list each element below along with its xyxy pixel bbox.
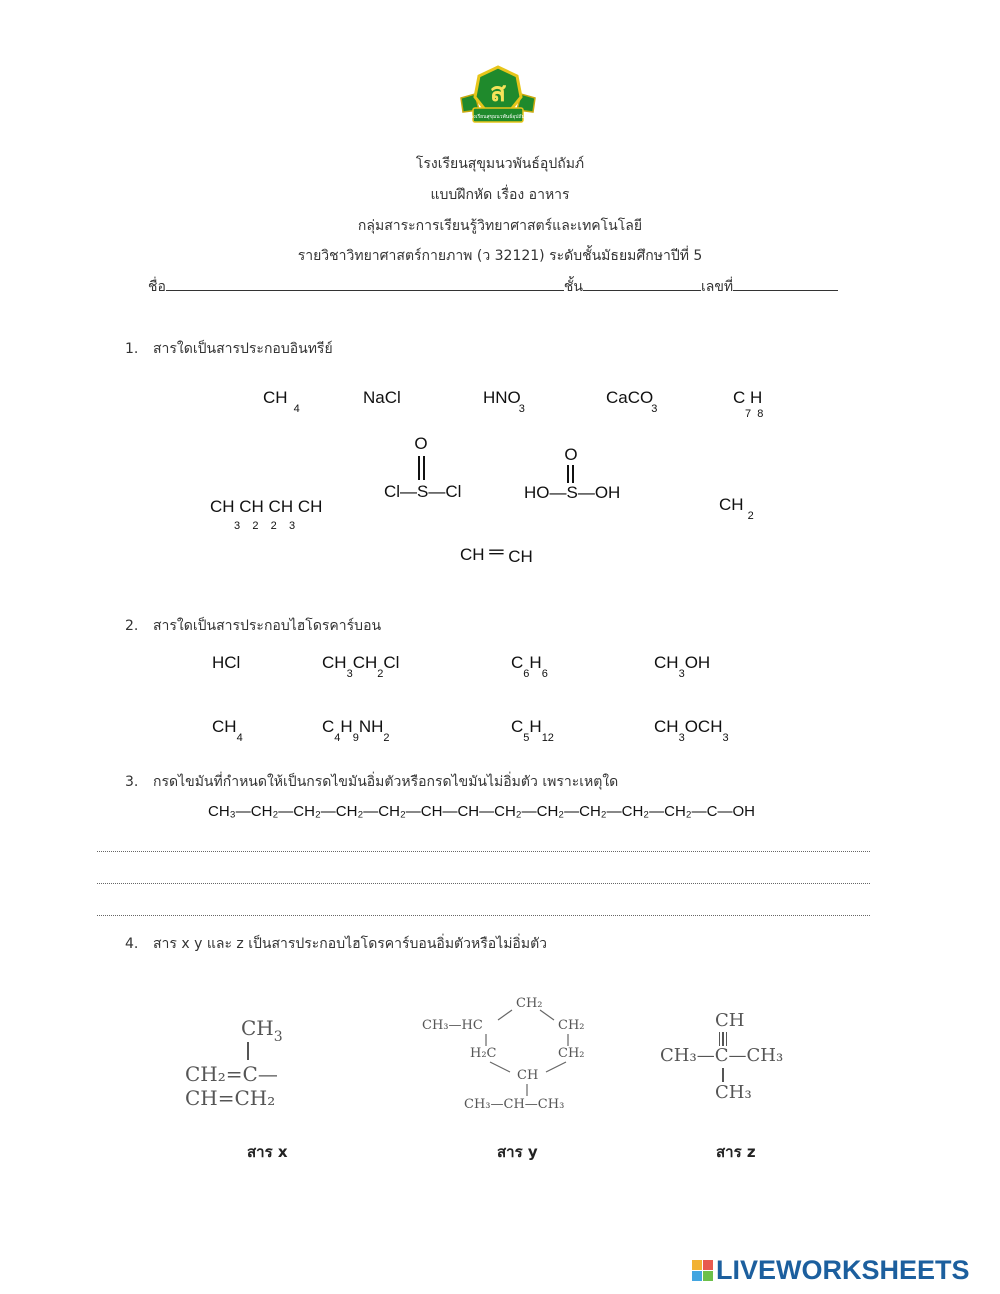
formula-ch4-b[interactable]: $CH_4$ [212, 717, 243, 744]
label-z: สาร z [716, 1143, 756, 1161]
formula-ch3oh[interactable]: $CH_3OH$ [654, 653, 711, 680]
bond: — [442, 803, 458, 820]
number-field[interactable] [733, 290, 838, 291]
formula-so2cl2[interactable]: O Cl—S—Cl [384, 434, 462, 501]
question-1 [125, 338, 333, 360]
formula-butane[interactable]: CH CH CH CH 3 2 2 3 [210, 497, 323, 532]
bond: — [717, 803, 733, 820]
structure-y: CH₂ CH₃—HC CH₂ H₂C CH₂ CH CH₃—CH—CH₃ [422, 996, 585, 1112]
formula-ch4[interactable]: $CH_4$ [263, 388, 300, 415]
bond: — [564, 803, 580, 820]
school-logo [455, 64, 541, 130]
bond: — [235, 803, 251, 820]
structure-z: CH CH₃—C—CH₃ CH₃ [660, 1010, 784, 1103]
formula-caco3[interactable]: CaCO$_3$ [606, 388, 658, 415]
bond: — [278, 803, 294, 820]
chain-group: CH₂ [378, 803, 406, 820]
question-text: สารใดเป็นสารประกอบไฮโดรคาร์บอน [153, 618, 382, 634]
formula-c4h9nh2[interactable]: $C_4H_9NH_2$ [322, 717, 390, 744]
chain-group: CH [420, 803, 443, 820]
question-4 [125, 933, 547, 955]
question-number: 3. [125, 774, 139, 790]
question-text: สารใดเป็นสารประกอบอินทรีย์ [153, 341, 333, 357]
structure-x: $CH_3$ CH₂=C—CH=CH₂ [185, 1016, 283, 1110]
question-number: 1. [125, 341, 139, 357]
bond: — [606, 803, 622, 820]
course-info: รายวิชาวิทยาศาสตร์กายภาพ (ว 32121) ระดับชั้นมัธยมศึกษาปีที่ 5 [297, 248, 703, 264]
class-label: ชั้น [563, 279, 583, 295]
answer-line-3[interactable] [97, 915, 870, 916]
worksheet-title: แบบฝึกหัด เรื่อง อาหาร [430, 187, 570, 203]
chain-group: CH₂ [250, 803, 279, 820]
question-number: 2. [125, 618, 139, 634]
chain-group: CH₂ [335, 803, 364, 820]
label-x: สาร x [247, 1143, 288, 1161]
chain-group: CH₂ [494, 803, 522, 820]
bond: — [405, 803, 421, 820]
chain-group: OH [732, 803, 755, 820]
bond: — [479, 803, 495, 820]
chain-group: CH₂ [293, 803, 321, 820]
student-info-row [148, 276, 838, 298]
question-text: กรดไขมันที่กำหนดให้เป็นกรดไขมันอิ่มตัวหรือกรดไขมันไม่อิ่มตัว เพราะเหตุใด [153, 774, 619, 790]
formula-ch3och3[interactable]: $CH_3OCH_3$ [654, 717, 729, 744]
logo-letter: ส [490, 78, 506, 108]
chain-group: CH₂ [664, 803, 692, 820]
liveworksheets-logo [692, 1254, 970, 1286]
number-label: เลขที่ [701, 279, 734, 295]
answer-line-2[interactable] [97, 883, 870, 884]
logo-banner-text: โรงเรียนสุขุมนวพันธ์อุปถัมภ์ [467, 114, 529, 120]
chain-group: CH₂ [579, 803, 607, 820]
formula-ch3ch2cl[interactable]: $CH_3CH_2Cl$ [322, 653, 400, 680]
formula-c7h8[interactable]: C H $^{7 8}$ [733, 388, 764, 420]
bond: — [521, 803, 537, 820]
label-y: สาร y [497, 1143, 538, 1161]
bond: — [320, 803, 336, 820]
name-field[interactable] [166, 290, 564, 291]
chain-group: CH₂ [536, 803, 565, 820]
bond: — [691, 803, 707, 820]
name-label: ชื่อ [148, 279, 166, 295]
bond: — [363, 803, 379, 820]
department: กลุ่มสาระการเรียนรู้วิทยาศาสตร์และเทคโนโลยี [357, 218, 643, 234]
chain-group: CH₃ [208, 803, 236, 820]
fatty-acid-formula [208, 803, 755, 820]
answer-line-1[interactable] [97, 851, 870, 852]
class-field[interactable] [583, 290, 701, 291]
formula-c5h12[interactable]: $C_5H_{12}$ [511, 717, 554, 744]
chain-group: CH₂ [621, 803, 650, 820]
formula-hcl[interactable]: HCl [212, 653, 241, 672]
formula-nacl[interactable]: NaCl [363, 388, 401, 407]
question-number: 4. [125, 936, 139, 952]
bond: — [649, 803, 665, 820]
brand-icon [692, 1260, 713, 1281]
brand-text: LIVEWORKSHEETS [716, 1254, 970, 1285]
formula-c6h6[interactable]: $C_6H_6$ [511, 653, 548, 680]
school-name: โรงเรียนสุขุมนวพันธ์อุปถัมภ์ [415, 156, 585, 172]
formula-ethene[interactable]: CH ═ CH [460, 541, 533, 566]
formula-h2so3[interactable]: O HO—S—OH [524, 445, 621, 502]
question-2 [125, 615, 381, 637]
formula-ch2[interactable]: $CH_2$ [719, 495, 754, 522]
chain-group: C [706, 803, 718, 820]
chain-group: CH [457, 803, 480, 820]
question-3 [125, 771, 618, 793]
question-text: สาร x y และ z เป็นสารประกอบไฮโดรคาร์บอนอิ่มตัวหรือไม่อิ่มตัว [153, 936, 548, 952]
formula-hno3[interactable]: $HNO_3$ [483, 388, 525, 415]
